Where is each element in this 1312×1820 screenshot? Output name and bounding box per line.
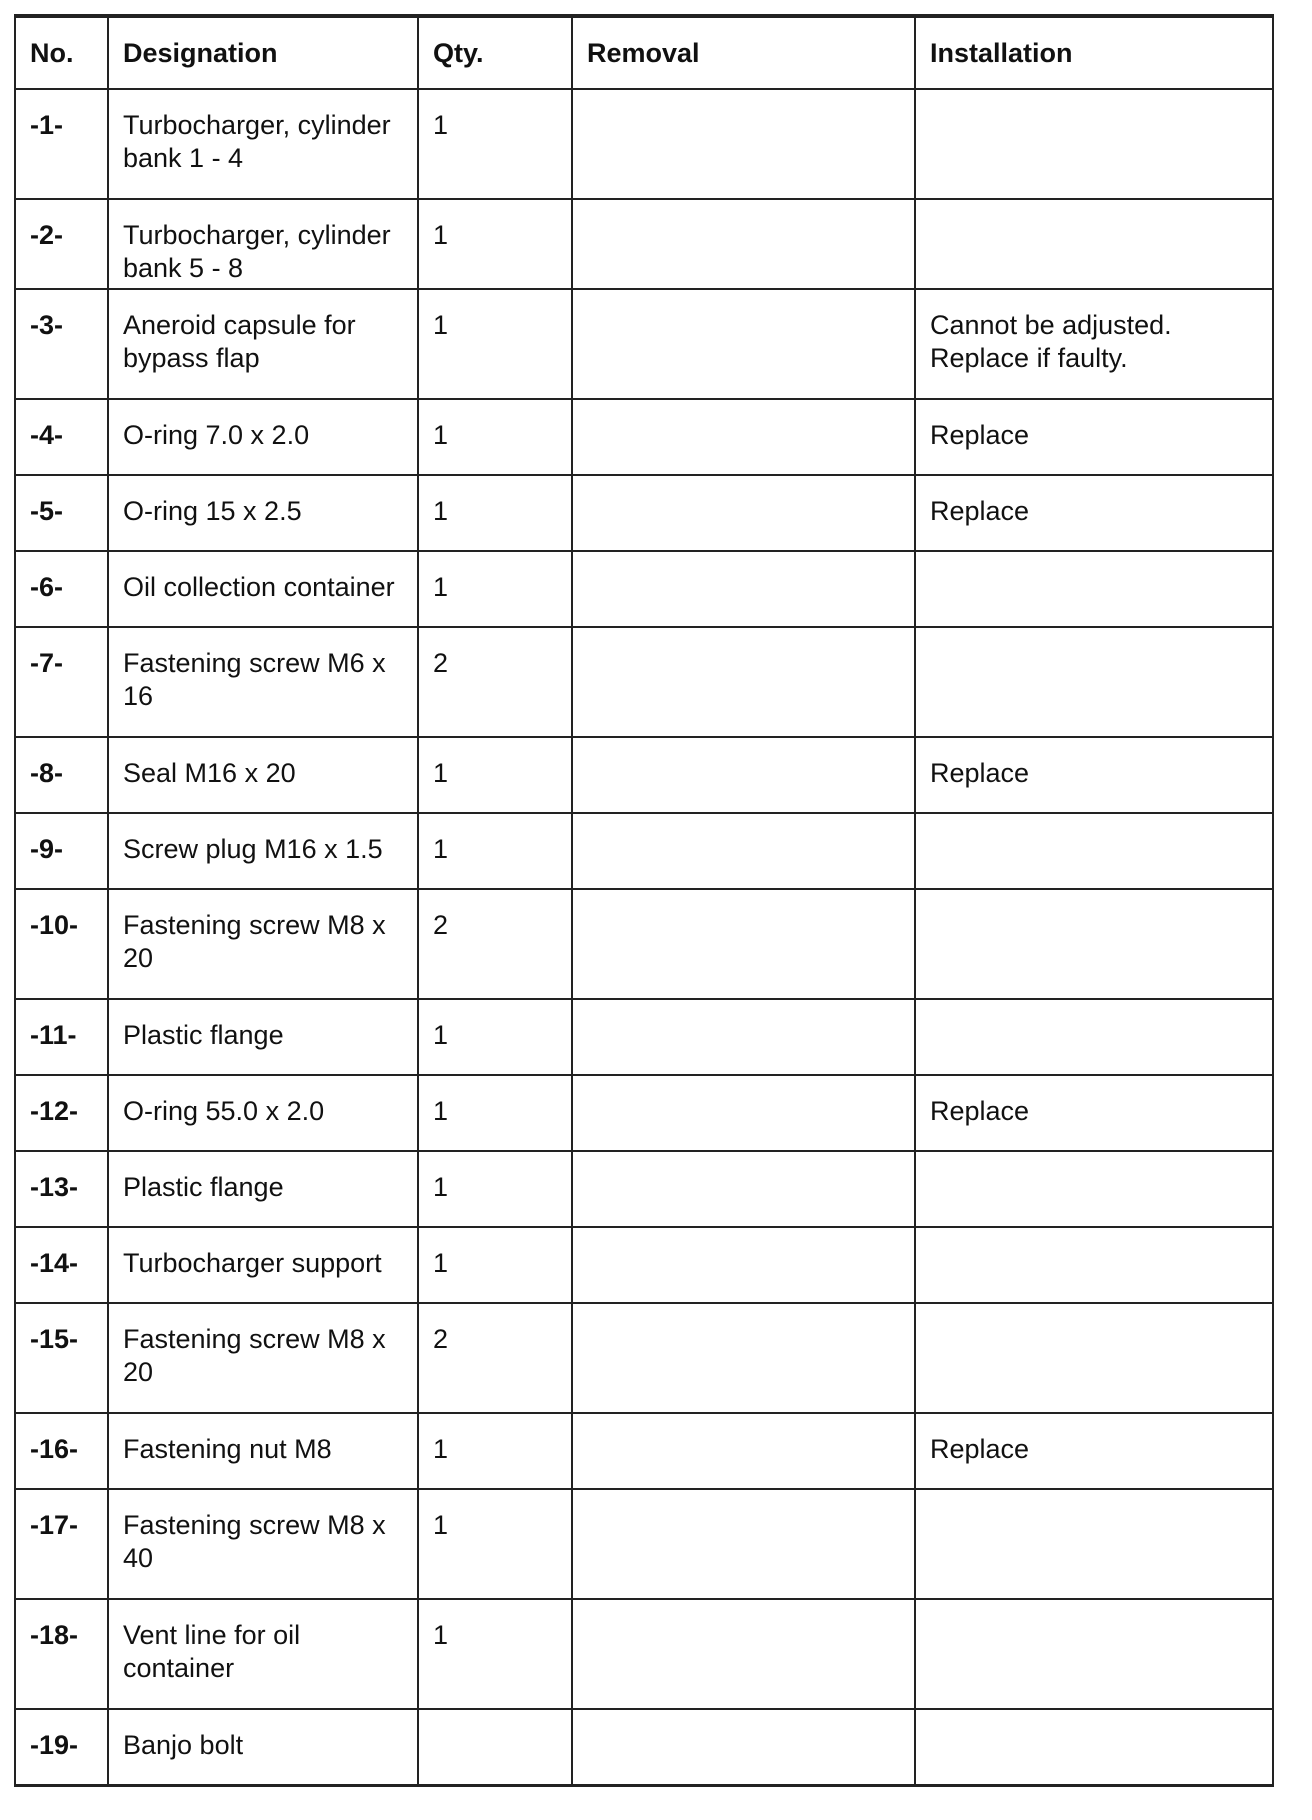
header-removal: Removal	[572, 16, 915, 89]
cell-no: -17-	[15, 1489, 108, 1599]
cell-qty: 1	[418, 999, 572, 1075]
header-designation: Designation	[108, 16, 418, 89]
cell-removal	[572, 289, 915, 399]
cell-installation: Replace	[915, 1413, 1273, 1489]
cell-no: -12-	[15, 1075, 108, 1151]
header-qty: Qty.	[418, 16, 572, 89]
cell-no: -9-	[15, 813, 108, 889]
table-row	[15, 199, 1273, 289]
cell-removal	[572, 737, 915, 813]
cell-removal	[572, 1413, 915, 1489]
cell-removal	[572, 1599, 915, 1709]
table-row	[15, 1151, 1273, 1227]
cell-installation	[915, 1489, 1273, 1599]
cell-installation	[915, 1227, 1273, 1303]
cell-removal	[572, 1227, 915, 1303]
cell-removal	[572, 999, 915, 1075]
cell-no: -19-	[15, 1709, 108, 1785]
cell-no: -6-	[15, 551, 108, 627]
cell-qty: 1	[418, 475, 572, 551]
cell-removal	[572, 199, 915, 289]
cell-qty: 1	[418, 813, 572, 889]
cell-designation: Oil collection container	[108, 551, 418, 627]
cell-installation	[915, 1303, 1273, 1413]
cell-qty: 1	[418, 1227, 572, 1303]
cell-designation: Fastening screw M6 x 16	[108, 627, 418, 737]
cell-qty: 1	[418, 1413, 572, 1489]
cell-removal	[572, 889, 915, 999]
cell-designation: O-ring 15 x 2.5	[108, 475, 418, 551]
cell-no: -10-	[15, 889, 108, 999]
table-row	[15, 89, 1273, 199]
cell-no: -4-	[15, 399, 108, 475]
cell-removal	[572, 89, 915, 199]
cell-no: -16-	[15, 1413, 108, 1489]
cell-no: -15-	[15, 1303, 108, 1413]
cell-designation: Banjo bolt	[108, 1709, 418, 1785]
cell-qty: 1	[418, 1151, 572, 1227]
cell-designation: Plastic flange	[108, 999, 418, 1075]
cell-installation	[915, 889, 1273, 999]
cell-installation: Replace	[915, 475, 1273, 551]
cell-no: -11-	[15, 999, 108, 1075]
cell-installation	[915, 999, 1273, 1075]
cell-installation: Cannot be adjusted. Replace if faulty.	[915, 289, 1273, 399]
table-row	[15, 1303, 1273, 1413]
cell-removal	[572, 1489, 915, 1599]
cell-designation: O-ring 55.0 x 2.0	[108, 1075, 418, 1151]
cell-no: -8-	[15, 737, 108, 813]
header-row	[15, 16, 1273, 89]
cell-qty: 2	[418, 1303, 572, 1413]
table-row	[15, 551, 1273, 627]
cell-removal	[572, 813, 915, 889]
cell-removal	[572, 1303, 915, 1413]
cell-qty: 1	[418, 1075, 572, 1151]
cell-qty: 1	[418, 89, 572, 199]
cell-removal	[572, 399, 915, 475]
cell-qty: 2	[418, 889, 572, 999]
cell-no: -2-	[15, 199, 108, 289]
cell-designation: Turbocharger, cylinder bank 5 - 8	[108, 199, 418, 289]
cell-designation: Fastening screw M8 x 20	[108, 1303, 418, 1413]
cell-designation: Turbocharger, cylinder bank 1 - 4	[108, 89, 418, 199]
cell-designation: Aneroid capsule for bypass flap	[108, 289, 418, 399]
table-row	[15, 1413, 1273, 1489]
parts-table	[14, 14, 1274, 1787]
table-header	[15, 16, 1273, 89]
cell-qty	[418, 1709, 572, 1785]
cell-removal	[572, 1151, 915, 1227]
table-row	[15, 399, 1273, 475]
cell-qty: 1	[418, 551, 572, 627]
table-row	[15, 999, 1273, 1075]
cell-removal	[572, 551, 915, 627]
table-row	[15, 737, 1273, 813]
table-body	[15, 89, 1273, 1785]
header-installation: Installation	[915, 16, 1273, 89]
table-row	[15, 627, 1273, 737]
cell-qty: 1	[418, 737, 572, 813]
cell-removal	[572, 627, 915, 737]
cell-installation: Replace	[915, 1075, 1273, 1151]
header-no: No.	[15, 16, 108, 89]
cell-no: -18-	[15, 1599, 108, 1709]
table-row	[15, 1599, 1273, 1709]
cell-installation	[915, 813, 1273, 889]
cell-qty: 1	[418, 199, 572, 289]
cell-installation: Replace	[915, 737, 1273, 813]
cell-installation	[915, 1151, 1273, 1227]
table-row	[15, 1489, 1273, 1599]
cell-installation	[915, 1709, 1273, 1785]
cell-installation	[915, 199, 1273, 289]
cell-designation: Seal M16 x 20	[108, 737, 418, 813]
cell-removal	[572, 1709, 915, 1785]
cell-removal	[572, 1075, 915, 1151]
cell-installation	[915, 551, 1273, 627]
cell-designation: Fastening screw M8 x 20	[108, 889, 418, 999]
cell-installation: Replace	[915, 399, 1273, 475]
cell-qty: 1	[418, 289, 572, 399]
table-row	[15, 475, 1273, 551]
cell-no: -3-	[15, 289, 108, 399]
table-row	[15, 1227, 1273, 1303]
table-row	[15, 1709, 1273, 1785]
cell-qty: 1	[418, 399, 572, 475]
cell-removal	[572, 475, 915, 551]
cell-qty: 2	[418, 627, 572, 737]
table-row	[15, 1075, 1273, 1151]
cell-designation: Fastening screw M8 x 40	[108, 1489, 418, 1599]
cell-no: -7-	[15, 627, 108, 737]
cell-no: -13-	[15, 1151, 108, 1227]
cell-designation: Vent line for oil container	[108, 1599, 418, 1709]
cell-qty: 1	[418, 1489, 572, 1599]
cell-designation: Plastic flange	[108, 1151, 418, 1227]
cell-no: -5-	[15, 475, 108, 551]
table-row	[15, 889, 1273, 999]
cell-designation: O-ring 7.0 x 2.0	[108, 399, 418, 475]
cell-designation: Screw plug M16 x 1.5	[108, 813, 418, 889]
cell-designation: Fastening nut M8	[108, 1413, 418, 1489]
cell-qty: 1	[418, 1599, 572, 1709]
table-row	[15, 289, 1273, 399]
cell-installation	[915, 627, 1273, 737]
cell-installation	[915, 89, 1273, 199]
table-row	[15, 813, 1273, 889]
cell-installation	[915, 1599, 1273, 1709]
cell-designation: Turbocharger support	[108, 1227, 418, 1303]
cell-no: -1-	[15, 89, 108, 199]
cell-no: -14-	[15, 1227, 108, 1303]
